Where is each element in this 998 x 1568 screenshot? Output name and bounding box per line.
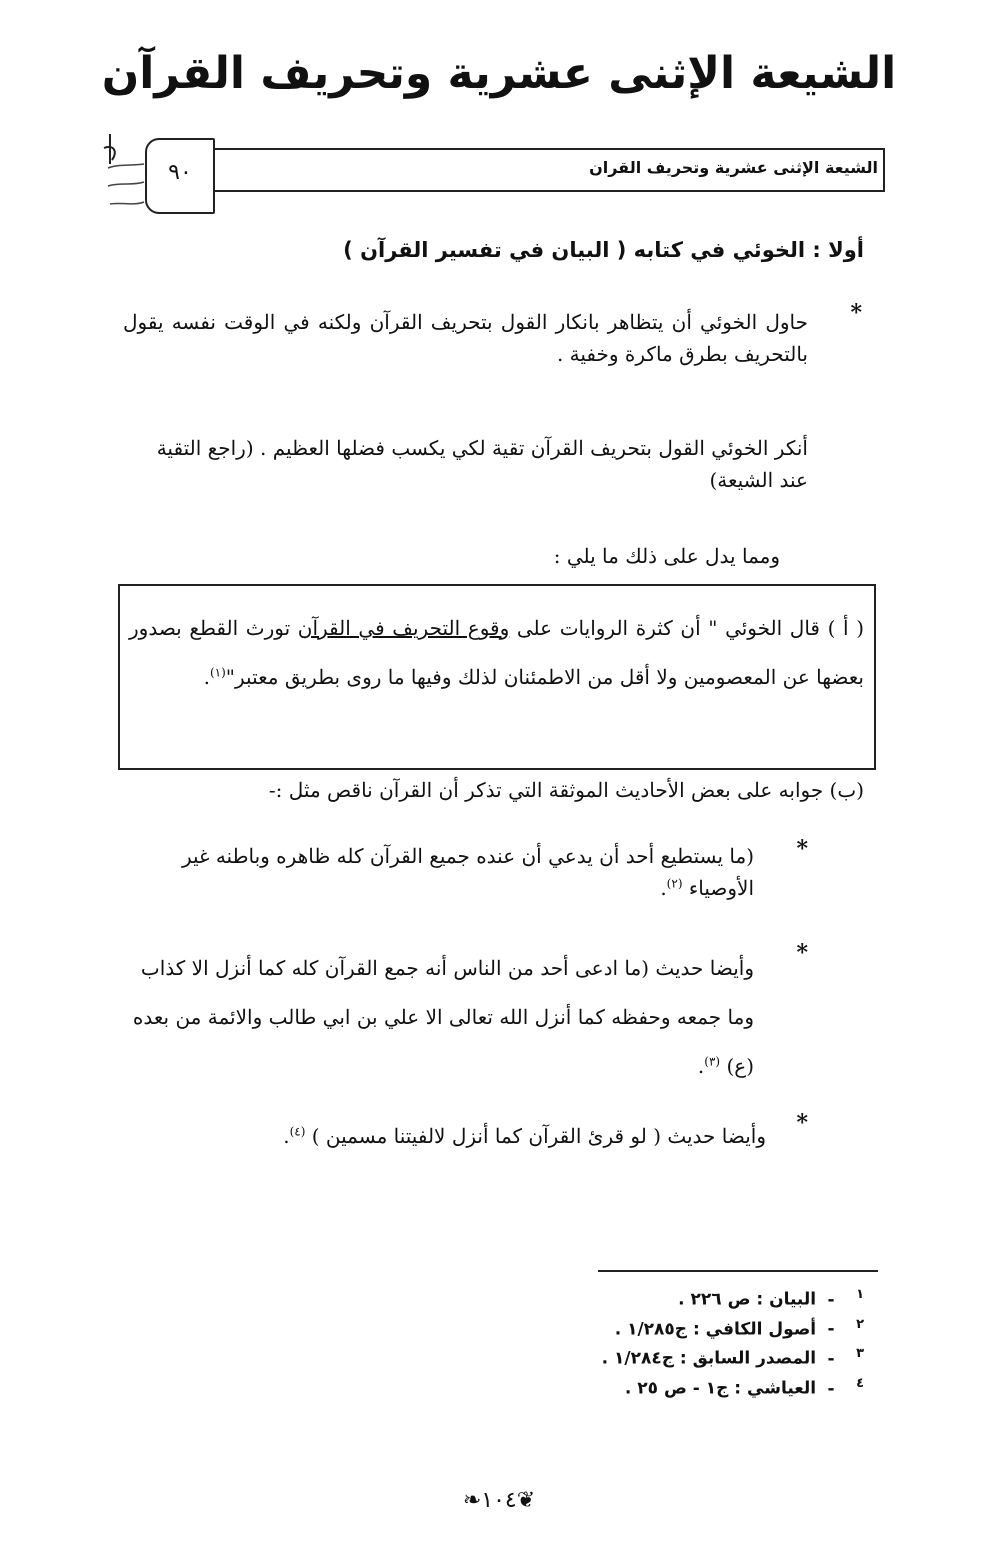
footnote-number: ١ — [856, 1287, 864, 1302]
paragraph-6 — [283, 1120, 766, 1152]
page-title: الشيعة الإثنى عشرية وتحريف القرآن — [101, 48, 897, 99]
bullet-marker: * — [796, 1110, 808, 1136]
footnote-number: ٣ — [856, 1346, 864, 1362]
paragraph-4-end: . — [660, 876, 667, 900]
footer-page-number-text: ١٠٤ — [481, 1488, 517, 1513]
item-b: (ب) جوابه على بعض الأحاديث الموثقة التي تذكر أن القرآن ناقص مثل :- — [268, 778, 864, 802]
section-heading: أولا : الخوئي في كتابه ( البيان في تفسير القرآن ) — [343, 238, 864, 262]
footnote-item: ٣- المصدر السابق : ج١/٢٨٤ . — [464, 1343, 864, 1373]
footnote-text: البيان : ص ٢٢٦ . — [678, 1289, 817, 1310]
footer-page-number — [0, 1488, 998, 1513]
binding-marks-decoration — [100, 130, 146, 214]
footnote-ref-1: (١) — [209, 665, 226, 680]
page-number: ٩٠ — [168, 160, 192, 185]
paragraph-4-text: (ما يستطيع أحد أن يدعي أن عنده جميع القرآن كله ظاهره وباطنه غير الأوصياء — [181, 844, 754, 900]
ornament-icon: ❦ — [516, 1488, 536, 1513]
footnote-ref-3: (٣) — [704, 1054, 721, 1069]
footnote-item: ٤- العياشي : ج١ - ص ٢٥ . — [464, 1373, 864, 1403]
quote-rest: تورث القطع بصدور بعضها عن المعصومين ولا أقل من الاطمئنان لذلك وفيها ما روى بطريق معتبر" — [129, 616, 864, 689]
paragraph-6-text: وأيضا حديث ( لو قرئ القرآن كما أنزل لالفيتنا مسمين ) — [311, 1124, 766, 1148]
paragraph-1: حاول الخوئي أن يتظاهر بانكار القول بتحريف القرآن ولكنه في الوقت نفسه يقول بالتحريف بطرق ماكرة وخفية . — [123, 310, 808, 366]
paragraph-5 — [124, 944, 754, 1091]
paragraph-4 — [124, 840, 754, 904]
paragraph-6-end: . — [283, 1124, 290, 1148]
quote-prefix: ( أ ) قال الخوئي " أن كثرة الروايات على — [509, 616, 864, 640]
paragraph-5-end: . — [697, 1054, 705, 1078]
footnote-ref-4: (٤) — [289, 1124, 306, 1139]
paragraph-5-text: وأيضا حديث (ما ادعى أحد من الناس أنه جمع القرآن كله كما أنزل الا كذاب وما جمعه وحفظه كما أنزل الله تعالى الا علي بن ابي طالب والائمة من بعده (ع) — [132, 956, 754, 1078]
quote-text — [129, 604, 864, 702]
paragraph-2: أنكر الخوئي القول بتحريف القرآن تقية لكي يكسب فضلها العظيم . (راجع التقية عند الشيعة) — [156, 436, 808, 492]
footnote-text: المصدر السابق : ج١/٢٨٤ . — [601, 1349, 817, 1370]
paragraph-3: ومما يدل على ذلك ما يلي : — [553, 544, 780, 568]
footnotes — [464, 1284, 864, 1403]
footnote-item: ٢- أصول الكافي : ج١/٢٨٥ . — [464, 1314, 864, 1344]
footnote-number: ٢ — [856, 1316, 864, 1332]
running-head: الشيعة الإثنى عشرية وتحريف القران — [589, 158, 878, 177]
footnote-number: ٤ — [856, 1376, 864, 1392]
footnote-divider — [598, 1270, 878, 1272]
footnote-text: أصول الكافي : ج١/٢٨٥ . — [614, 1319, 817, 1340]
ornament-icon: ❧ — [462, 1488, 482, 1513]
footnote-text: العياشي : ج١ - ص ٢٥ . — [624, 1378, 817, 1399]
footnote-ref-2: (٢) — [666, 876, 683, 891]
footnote-item: ١- البيان : ص ٢٢٦ . — [464, 1284, 864, 1314]
quote-underlined-phrase: وقوع التحريف في القرآن — [297, 616, 510, 640]
bullet-marker: * — [796, 836, 808, 862]
bullet-marker: * — [850, 300, 862, 326]
quote-end: . — [203, 665, 210, 689]
bullet-marker: * — [796, 940, 808, 966]
